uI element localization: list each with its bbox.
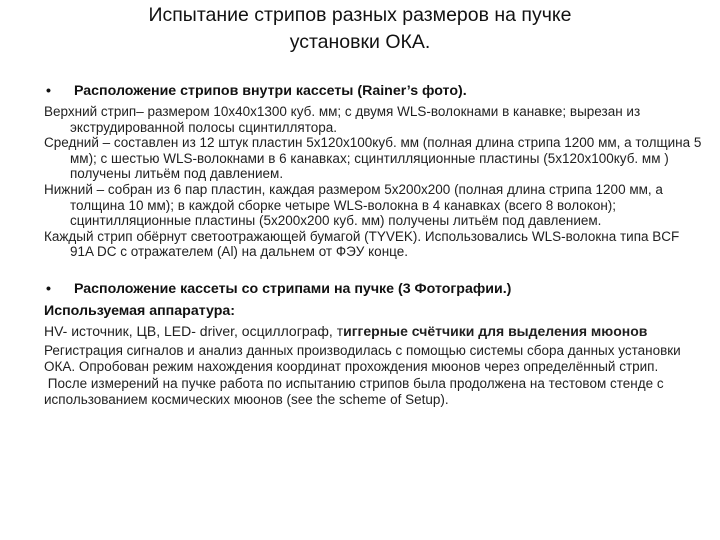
section2-heading (44, 280, 704, 298)
paragraph-cosmic-test: После измерений на пучке работа по испытанию стрипов была продолжена на тестовом стенде с использованием космических мюонов (see the scheme of Setup). (44, 376, 668, 407)
paragraph-data-acquisition: Регистрация сигналов и анализ данных производилась с помощью системы сбора данных установки ОКА. Опробован режим нахождения координат прохождения мюонов через определённый стрип. (44, 342, 681, 374)
section-gap (44, 260, 704, 280)
paragraph-wrapping: Каждый стрип обёрнут светоотражающей бумагой (TYVEK). Использовались WLS-волокна типа BCF 91A DC с отражателем (Al) на дальнем от ФЭУ конце. (44, 228, 680, 260)
paragraph-top-strip: Верхний стрип– размером 10x40x1300 куб. мм; с двумя WLS-волокнами в канавке; вырезан из экструдированной полосы сцинтиллятора. (44, 104, 641, 135)
section2-heading-text: Расположение кассеты со стрипами на пучке (3 Фотографии.) (74, 280, 512, 297)
section1-heading-text: Расположение стрипов внутри кассеты (Rainer’s фото). (74, 83, 467, 99)
equipment-list (44, 322, 704, 341)
bullet-marker: • (46, 280, 51, 297)
equipment-list-bold: иггерные счётчики для выделения мюонов (343, 322, 648, 339)
paragraph-bottom-strip: Нижний – собран из 6 пар пластин, каждая размером 5x200x200 (полная длина стрипа 1200 мм, а толщина 10 мм); в каждой сборке четыре WLS-волокна в 4 канавках (всего 8 волокон); сцинтилляционные пластины (5x200x200 куб. мм) получены литьём под давлением. (44, 181, 663, 229)
paragraph-middle-strip: Средний – составлен из 12 штук пластин 5x120x100куб. мм (полная длина стрипа 1200 мм, а толщина 5 мм); с шестью WLS-волокнами в 6 канавках; сцинтилляционные пластины (5x120x100куб. мм ) получены литьём под давлением. (44, 135, 702, 182)
section1-heading (44, 82, 704, 100)
slide-title (60, 2, 660, 56)
bullet-marker: • (46, 83, 51, 99)
title-line-2: установки ОКА. (289, 31, 431, 53)
title-line-1: Испытание стрипов разных размеров на пучке (148, 4, 572, 26)
slide-body (44, 82, 704, 407)
equipment-list-plain: HV- источник, ЦВ, LED- driver, осциллограф, т (44, 322, 344, 339)
equipment-heading: Используемая аппаратура: (44, 302, 235, 319)
